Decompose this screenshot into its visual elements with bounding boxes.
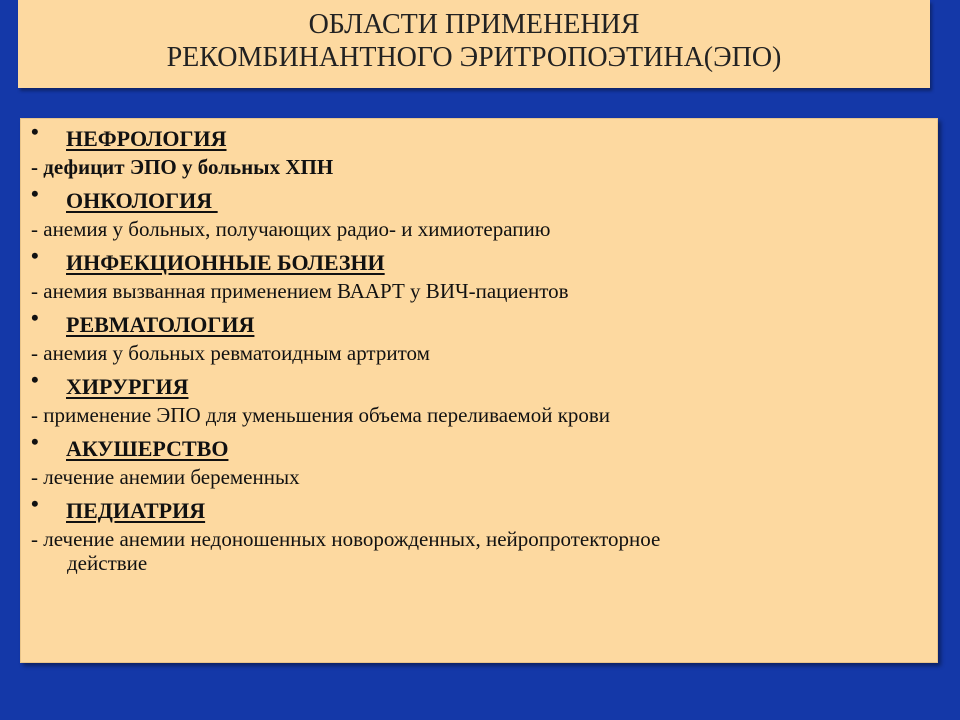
section-heading: АКУШЕРСТВО	[66, 436, 229, 461]
section-surgery	[31, 367, 927, 403]
bullet-icon: •	[31, 491, 39, 516]
section-pediatrics	[31, 491, 927, 527]
bullet-icon: •	[31, 305, 39, 330]
bullet-icon: •	[31, 119, 39, 144]
title-panel	[18, 0, 930, 88]
title-line-1: ОБЛАСТИ ПРИМЕНЕНИЯ	[308, 9, 640, 40]
section-description-line: - лечение анемии недоношенных новорожденных, нейропротекторное	[31, 527, 661, 551]
bullet-icon: •	[31, 243, 39, 268]
bullet-icon: •	[31, 181, 39, 206]
section-rheumatology	[31, 305, 927, 341]
section-obstetrics	[31, 429, 927, 465]
section-description	[31, 527, 927, 575]
section-description: - применение ЭПО для уменьшения объема переливаемой крови	[31, 403, 611, 427]
section-description: - лечение анемии беременных	[31, 465, 300, 489]
section-heading: ИНФЕКЦИОННЫЕ БОЛЕЗНИ	[66, 250, 385, 275]
section-description: - анемия у больных, получающих радио- и химиотерапию	[31, 217, 551, 241]
bullet-icon: •	[31, 367, 39, 392]
section-infectious-diseases	[31, 243, 927, 279]
section-heading: ПЕДИАТРИЯ	[66, 498, 206, 523]
content-panel	[20, 118, 938, 663]
section-description: - анемия вызванная применением ВААРТ у ВИЧ-пациентов	[31, 279, 569, 303]
section-description-continuation: действие	[67, 551, 148, 575]
section-nephrology	[31, 119, 927, 155]
bullet-icon: •	[31, 429, 39, 454]
section-heading: ХИРУРГИЯ	[66, 374, 189, 399]
section-heading: РЕВМАТОЛОГИЯ	[66, 312, 255, 337]
section-description: - анемия у больных ревматоидным артритом	[31, 341, 430, 365]
section-description: - дефицит ЭПО у больных ХПН	[31, 155, 334, 179]
title-line-2: РЕКОМБИНАНТНОГО ЭРИТРОПОЭТИНА(ЭПО)	[166, 42, 782, 73]
section-oncology	[31, 181, 927, 217]
section-heading: ОНКОЛОГИЯ	[66, 188, 218, 213]
section-heading: НЕФРОЛОГИЯ	[66, 126, 227, 151]
